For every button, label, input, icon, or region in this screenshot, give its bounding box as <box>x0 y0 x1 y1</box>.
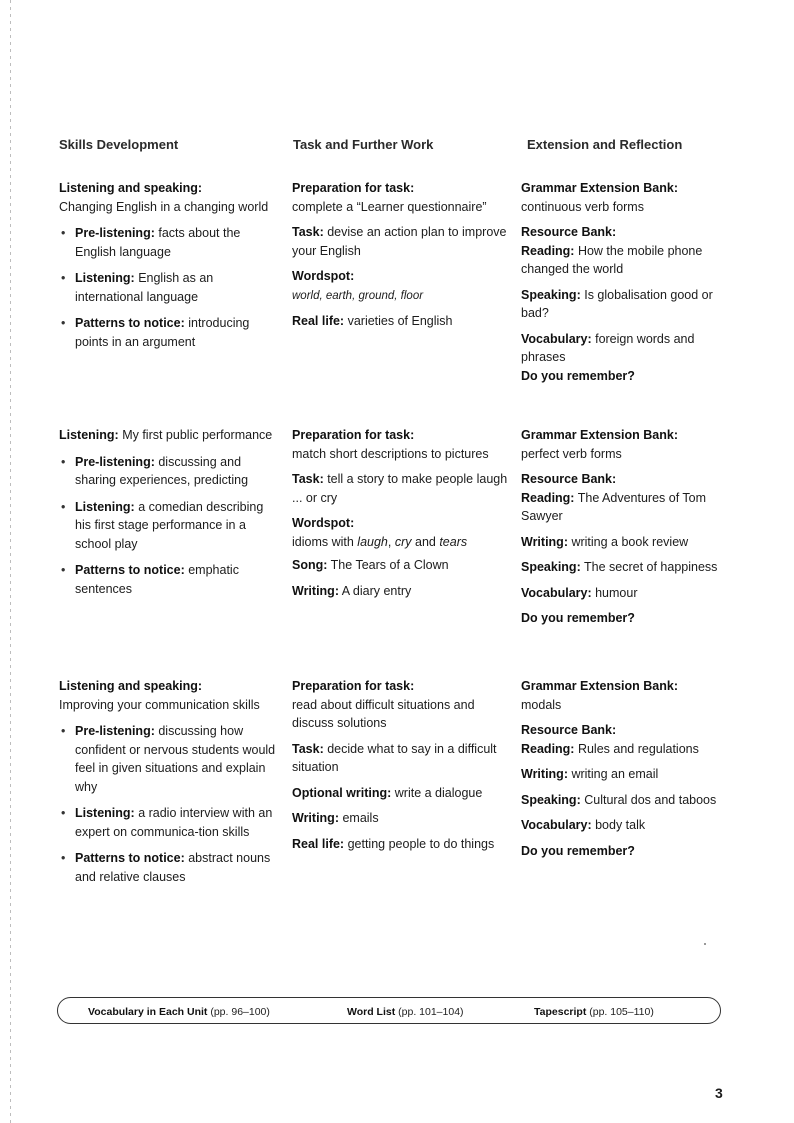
footer-index-bar <box>57 997 721 1024</box>
skills-bullet-list <box>59 722 277 886</box>
resource-reading: Reading: Rules and regulations <box>521 741 699 756</box>
header-task-further-work: Task and Further Work <box>293 137 434 152</box>
resource-bank: Resource Bank: <box>521 472 617 486</box>
list-item: • Pre-listening: facts about the English language <box>59 224 277 261</box>
resource-vocabulary: Vocabulary: body talk <box>521 818 646 832</box>
skills-lead: Listening: My first public performance <box>59 428 273 442</box>
task-main: Task: devise an action plan to improve your English <box>292 225 507 258</box>
scan-speck <box>704 943 706 945</box>
resource-speaking: Speaking: Cultural dos and taboos <box>521 792 717 807</box>
task-preparation: Preparation for task: complete a “Learner questionnaire” <box>292 181 487 214</box>
task-optional-writing: Optional writing: write a dialogue <box>292 785 483 800</box>
footer-vocabulary-link[interactable]: Vocabulary in Each Unit (pp. 96–100) <box>88 1006 270 1018</box>
resource-bank: Resource Bank: <box>521 225 617 239</box>
skills-lead: Listening and speaking: Changing English in a changing world <box>59 181 269 214</box>
skills-bullet-list <box>59 453 277 599</box>
task-wordspot: Wordspot: world, earth, ground, floor <box>292 269 424 302</box>
header-extension-reflection: Extension and Reflection <box>527 137 683 152</box>
list-item: • Listening: a radio interview with an expert on communica-tion skills <box>59 804 277 841</box>
list-item: • Patterns to notice: introducing points in an argument <box>59 314 277 351</box>
skills-lead: Listening and speaking: Improving your communication skills <box>59 679 260 712</box>
grammar-extension-bank: Grammar Extension Bank: perfect verb forms <box>521 428 678 461</box>
do-you-remember: Do you remember? <box>521 611 635 625</box>
row1-task <box>292 179 510 338</box>
list-item: • Patterns to notice: abstract nouns and relative clauses <box>59 849 277 886</box>
list-item: • Pre-listening: discussing how confident or nervous students would feel in given situations and explain why <box>59 722 277 796</box>
resource-bank: Resource Bank: <box>521 723 617 737</box>
task-wordspot: Wordspot: idioms with laugh, cry and tears <box>292 516 468 549</box>
list-item: • Listening: English as an international language <box>59 269 277 306</box>
page-number: 3 <box>715 1085 723 1101</box>
list-item: • Pre-listening: discussing and sharing experiences, predicting <box>59 453 277 490</box>
task-main: Task: decide what to say in a difficult situation <box>292 741 497 774</box>
resource-writing: Writing: writing an email <box>521 767 659 781</box>
header-skills-development: Skills Development <box>59 137 179 152</box>
list-item: • Patterns to notice: emphatic sentences <box>59 561 277 598</box>
resource-reading: Reading: How the mobile phone changed the world <box>521 243 703 276</box>
task-writing: Writing: emails <box>292 811 379 825</box>
task-real-life: Real life: varieties of English <box>292 314 453 328</box>
task-song: Song: The Tears of a Clown <box>292 558 449 572</box>
resource-vocabulary: Vocabulary: humour <box>521 585 638 600</box>
resource-writing: Writing: writing a book review <box>521 534 689 549</box>
task-real-life: Real life: getting people to do things <box>292 836 495 851</box>
list-item: • Listening: a comedian describing his first stage performance in a school play <box>59 498 277 554</box>
resource-reading: Reading: The Adventures of Tom Sawyer <box>521 490 707 523</box>
task-preparation: Preparation for task: match short descriptions to pictures <box>292 428 489 461</box>
resource-speaking: Speaking: Is globalisation good or bad? <box>521 287 713 320</box>
do-you-remember: Do you remember? <box>521 368 635 383</box>
row2-skills <box>59 426 277 606</box>
task-preparation: Preparation for task: read about difficult situations and discuss solutions <box>292 679 475 730</box>
resource-speaking: Speaking: The secret of happiness <box>521 560 718 574</box>
row1-skills <box>59 179 277 359</box>
task-main: Task: tell a story to make people laugh ... or cry <box>292 472 508 505</box>
grammar-extension-bank: Grammar Extension Bank: continuous verb forms <box>521 181 678 214</box>
task-writing: Writing: A diary entry <box>292 583 412 598</box>
resource-vocabulary: Vocabulary: foreign words and phrases <box>521 331 695 364</box>
footer-word-list-link[interactable]: Word List (pp. 101–104) <box>347 1006 464 1018</box>
row3-skills <box>59 677 277 894</box>
row2-extension <box>521 426 736 628</box>
skills-bullet-list <box>59 224 277 351</box>
scan-edge <box>10 0 11 1123</box>
row1-extension <box>521 179 736 385</box>
row3-extension <box>521 677 736 860</box>
do-you-remember: Do you remember? <box>521 843 635 858</box>
footer-tapescript-link[interactable]: Tapescript (pp. 105–110) <box>534 1006 654 1018</box>
row3-task <box>292 677 507 860</box>
row2-task <box>292 426 510 607</box>
grammar-extension-bank: Grammar Extension Bank: modals <box>521 679 678 712</box>
